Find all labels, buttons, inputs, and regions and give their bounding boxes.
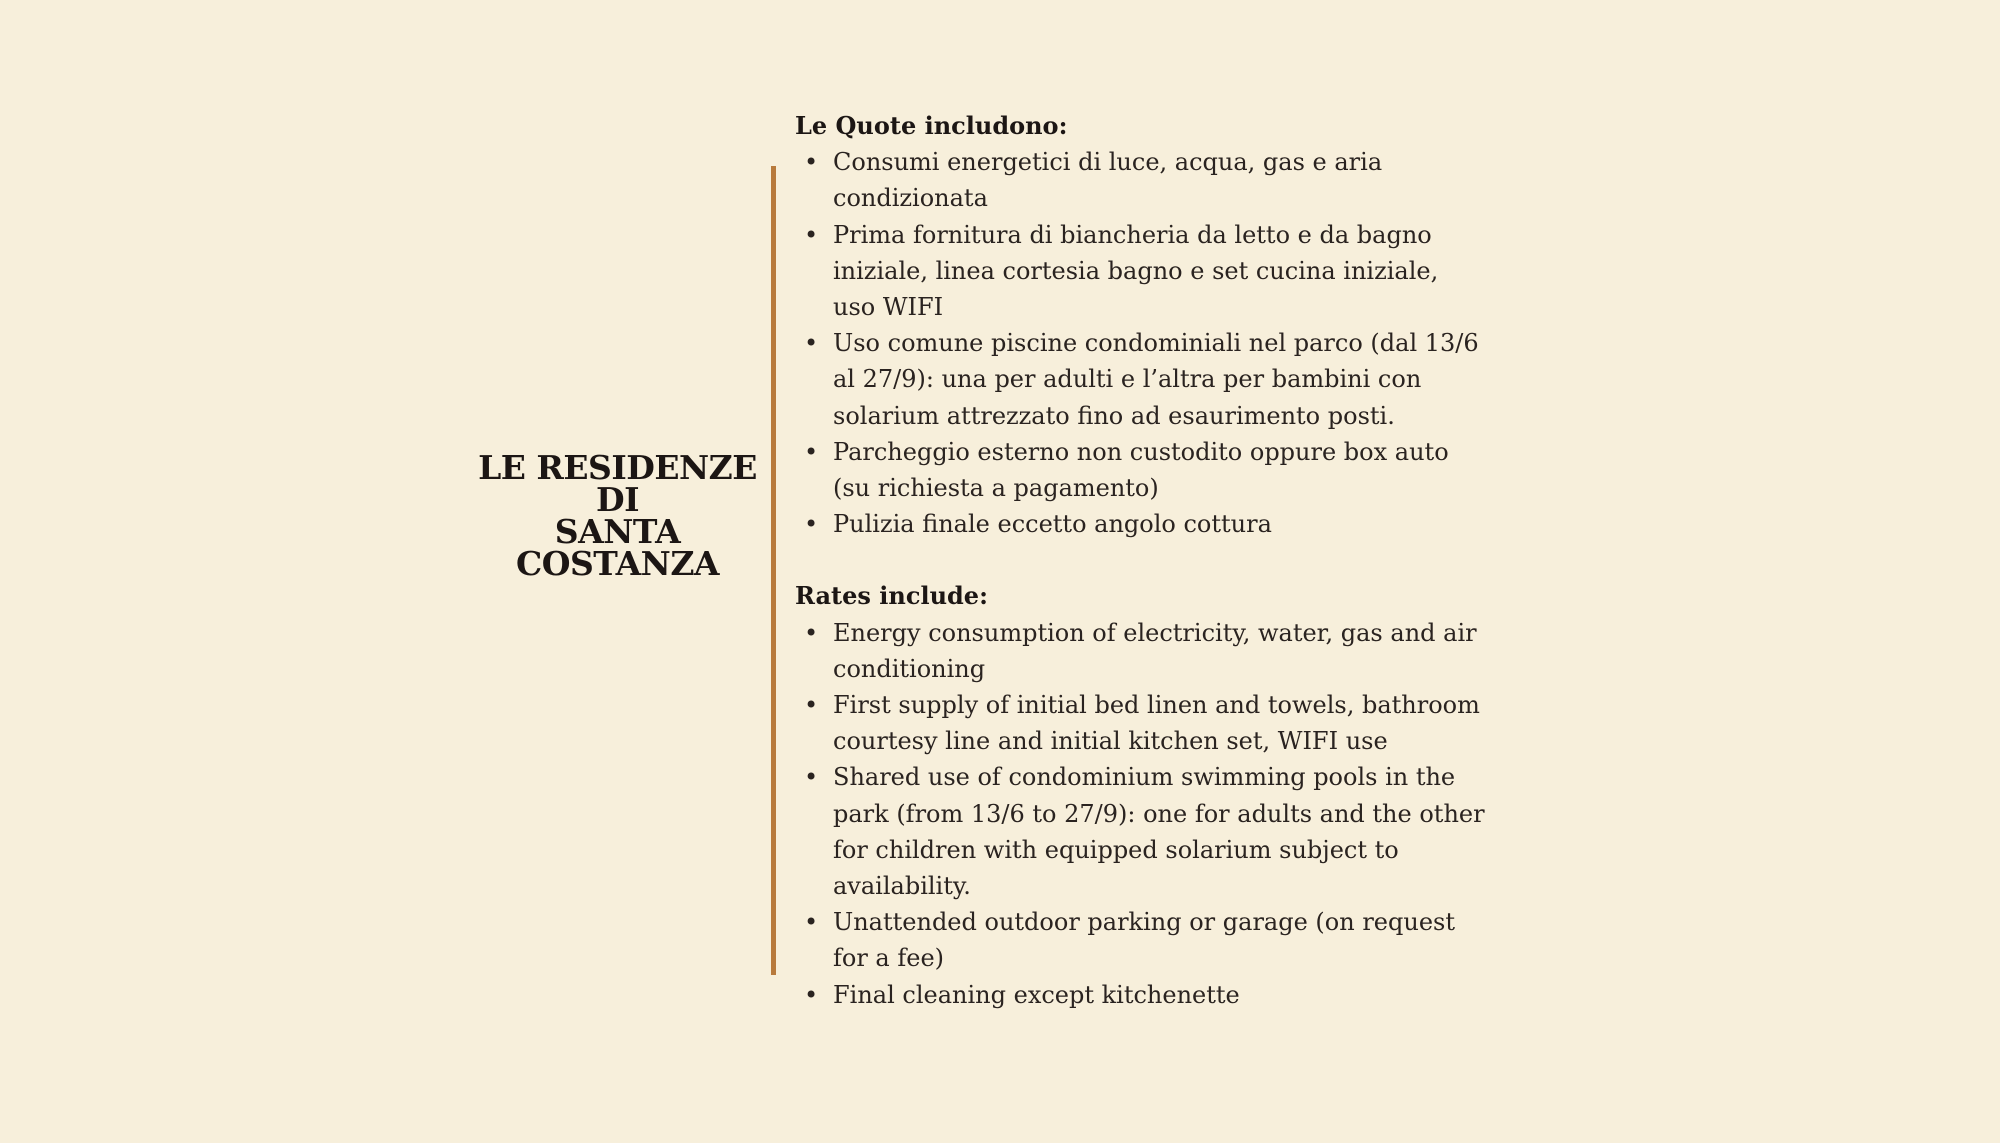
english-list: [795, 615, 1485, 1013]
list-item: • Final cleaning except kitchenette: [795, 977, 1485, 1013]
list-item: • Consumi energetici di luce, acqua, gas e aria condizionata: [795, 144, 1485, 216]
vertical-divider: [771, 166, 776, 975]
list-item: • Parcheggio esterno non custodito oppure box auto (su richiesta a pagamento): [795, 434, 1485, 506]
english-heading: Rates include:: [795, 581, 988, 611]
list-item: • Unattended outdoor parking or garage (on request for a fee): [795, 904, 1485, 976]
page-title: [470, 448, 765, 583]
list-item: • Prima fornitura di biancheria da letto e da bagno iniziale, linea cortesia bagno e set cucina iniziale, uso WIFI: [795, 217, 1485, 326]
list-item: • Uso comune piscine condominiali nel parco (dal 13/6 al 27/9): una per adulti e l’altra per bambini con solarium attrezzato fino ad esaurimento posti.: [795, 325, 1485, 434]
title-line-2: DI: [595, 480, 640, 519]
list-item: • Pulizia finale eccetto angolo cottura: [795, 506, 1485, 542]
rates-content: [795, 108, 1485, 1013]
section-spacer: [795, 542, 1485, 578]
list-item: • Energy consumption of electricity, water, gas and air conditioning: [795, 615, 1485, 687]
italian-heading: Le Quote includono:: [795, 111, 1068, 140]
title-line-1: LE RESIDENZE: [478, 448, 757, 487]
list-item: • Shared use of condominium swimming pools in the park (from 13/6 to 27/9): one for adults and the other for children with equipped solarium subject to availability.: [795, 759, 1485, 904]
title-line-3: SANTA: [554, 512, 681, 551]
italian-list: [795, 144, 1485, 542]
list-item: • First supply of initial bed linen and towels, bathroom courtesy line and initial kitchen set, WIFI use: [795, 687, 1485, 759]
title-line-4: COSTANZA: [515, 544, 720, 583]
